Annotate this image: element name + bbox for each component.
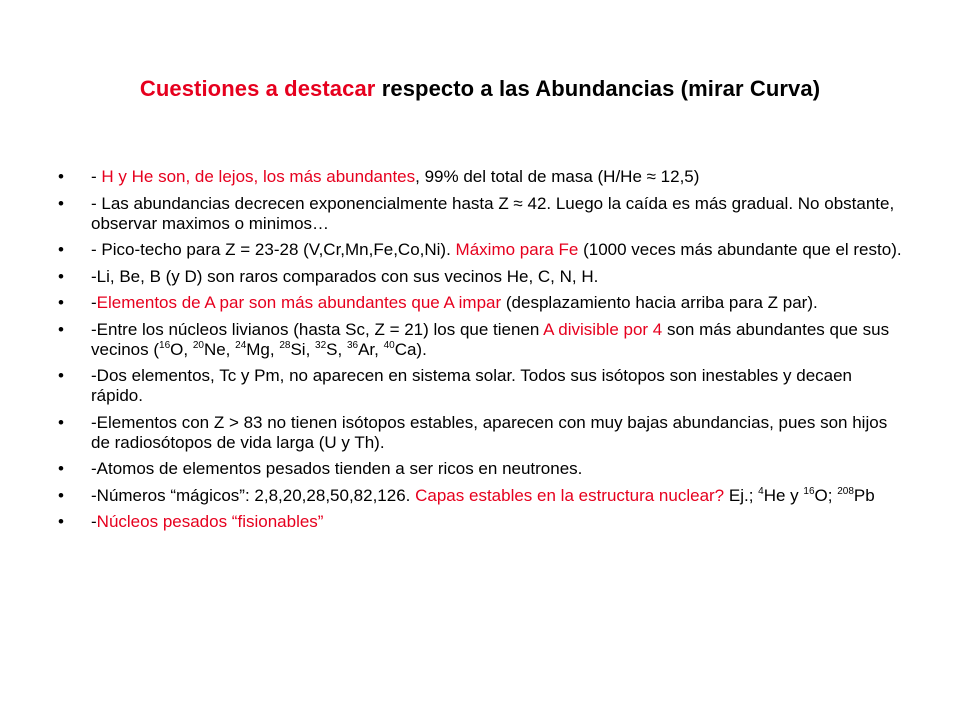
mass-number-superscript: 16 bbox=[159, 339, 171, 351]
mass-number-superscript: 36 bbox=[346, 339, 359, 351]
bullet-item bbox=[58, 293, 908, 313]
mass-number-superscript: 4 bbox=[758, 485, 764, 497]
slide-title bbox=[0, 76, 960, 102]
mass-number-superscript: 16 bbox=[803, 485, 815, 497]
bullet-item bbox=[58, 240, 908, 260]
bullet-icon: • bbox=[58, 366, 64, 385]
bullet-text: son más abundantes que sus vecinos ( bbox=[91, 319, 890, 359]
bullet-text: -Entre los núcleos livianos (hasta Sc, Z = 21) los que tienen bbox=[91, 319, 544, 339]
bullet-icon: • bbox=[58, 193, 64, 213]
bullet-item bbox=[58, 512, 908, 532]
mass-number-superscript: 40 bbox=[383, 339, 395, 351]
highlighted-text: H y He son, de lejos, los más abundantes bbox=[101, 167, 416, 186]
highlighted-text: Máximo para Fe bbox=[455, 240, 579, 259]
bullet-icon: • bbox=[58, 459, 64, 478]
slide-title-rest: respecto a las Abundancias (mirar Curva) bbox=[375, 76, 821, 101]
bullet-text: -Dos elementos, Tc y Pm, no aparecen en sistema solar. Todos sus isótopos son inestables y decaen rápido. bbox=[91, 366, 853, 405]
bullet-list bbox=[58, 167, 908, 539]
bullet-icon: • bbox=[58, 412, 64, 432]
bullet-text: S, bbox=[326, 339, 347, 359]
slide-title-highlight: Cuestiones a destacar bbox=[139, 76, 376, 101]
bullet-text: -Li, Be, B (y D) son raros comparados con sus vecinos He, C, N, H. bbox=[91, 266, 599, 286]
bullet-item bbox=[58, 413, 908, 453]
bullet-icon: • bbox=[58, 266, 64, 286]
bullet-text: - Las abundancias decrecen exponencialmente hasta Z ≈ 42. Luego la caída es más gradual. No obstante, observar maximos o minimos… bbox=[91, 193, 895, 233]
highlighted-text: Elementos de A par son más abundantes que A impar bbox=[96, 293, 502, 312]
bullet-text: (desplazamiento hacia arriba para Z par). bbox=[501, 293, 818, 312]
bullet-item bbox=[58, 366, 908, 406]
mass-number-superscript: 208 bbox=[837, 485, 854, 497]
bullet-text: Ej.; bbox=[724, 485, 759, 505]
bullet-item bbox=[58, 486, 908, 506]
bullet-icon: • bbox=[58, 167, 64, 186]
bullet-icon: • bbox=[58, 512, 64, 531]
bullet-text: - bbox=[91, 293, 97, 312]
bullet-text: -Elementos con Z > 83 no tienen isótopos estables, aparecen con muy bajas abundancias, pues son hijos de radiosótopos de vida larga (U y Th). bbox=[91, 412, 888, 452]
bullet-text: O; bbox=[814, 485, 838, 505]
mass-number-superscript: 20 bbox=[192, 339, 204, 351]
bullet-text: O, bbox=[170, 339, 193, 359]
bullet-text: - bbox=[91, 167, 102, 186]
bullet-text: (1000 veces más abundante que el resto). bbox=[578, 240, 902, 259]
highlighted-text: Núcleos pesados “fisionables” bbox=[96, 512, 324, 531]
highlighted-text: A divisible por 4 bbox=[543, 319, 663, 339]
bullet-item bbox=[58, 320, 908, 360]
highlighted-text: Capas estables en la estructura nuclear? bbox=[415, 485, 725, 505]
bullet-icon: • bbox=[58, 240, 64, 259]
bullet-text: Si, bbox=[290, 339, 316, 359]
mass-number-superscript: 24 bbox=[235, 339, 247, 351]
bullet-text: , 99% del total de masa (H/He ≈ 12,5) bbox=[415, 167, 700, 186]
bullet-text: -Números “mágicos”: 2,8,20,28,50,82,126. bbox=[91, 485, 416, 505]
bullet-item bbox=[58, 167, 908, 187]
bullet-item bbox=[58, 267, 908, 287]
mass-number-superscript: 32 bbox=[315, 339, 327, 351]
bullet-text: Ne, bbox=[203, 339, 236, 359]
bullet-text: Ca). bbox=[394, 339, 427, 359]
bullet-text: Ar, bbox=[358, 339, 384, 359]
bullet-icon: • bbox=[58, 293, 64, 312]
bullet-text: Mg, bbox=[246, 339, 280, 359]
bullet-icon: • bbox=[58, 319, 64, 339]
mass-number-superscript: 28 bbox=[279, 339, 291, 351]
bullet-item bbox=[58, 194, 908, 234]
bullet-text: - bbox=[91, 512, 97, 531]
bullet-text: -Atomos de elementos pesados tienden a ser ricos en neutrones. bbox=[91, 459, 583, 478]
bullet-item bbox=[58, 459, 908, 479]
bullet-icon: • bbox=[58, 485, 64, 505]
bullet-text: He y bbox=[763, 485, 804, 505]
bullet-text: - Pico-techo para Z = 23-28 (V,Cr,Mn,Fe,Co,Ni). bbox=[91, 240, 456, 259]
bullet-text: Pb bbox=[853, 485, 875, 505]
